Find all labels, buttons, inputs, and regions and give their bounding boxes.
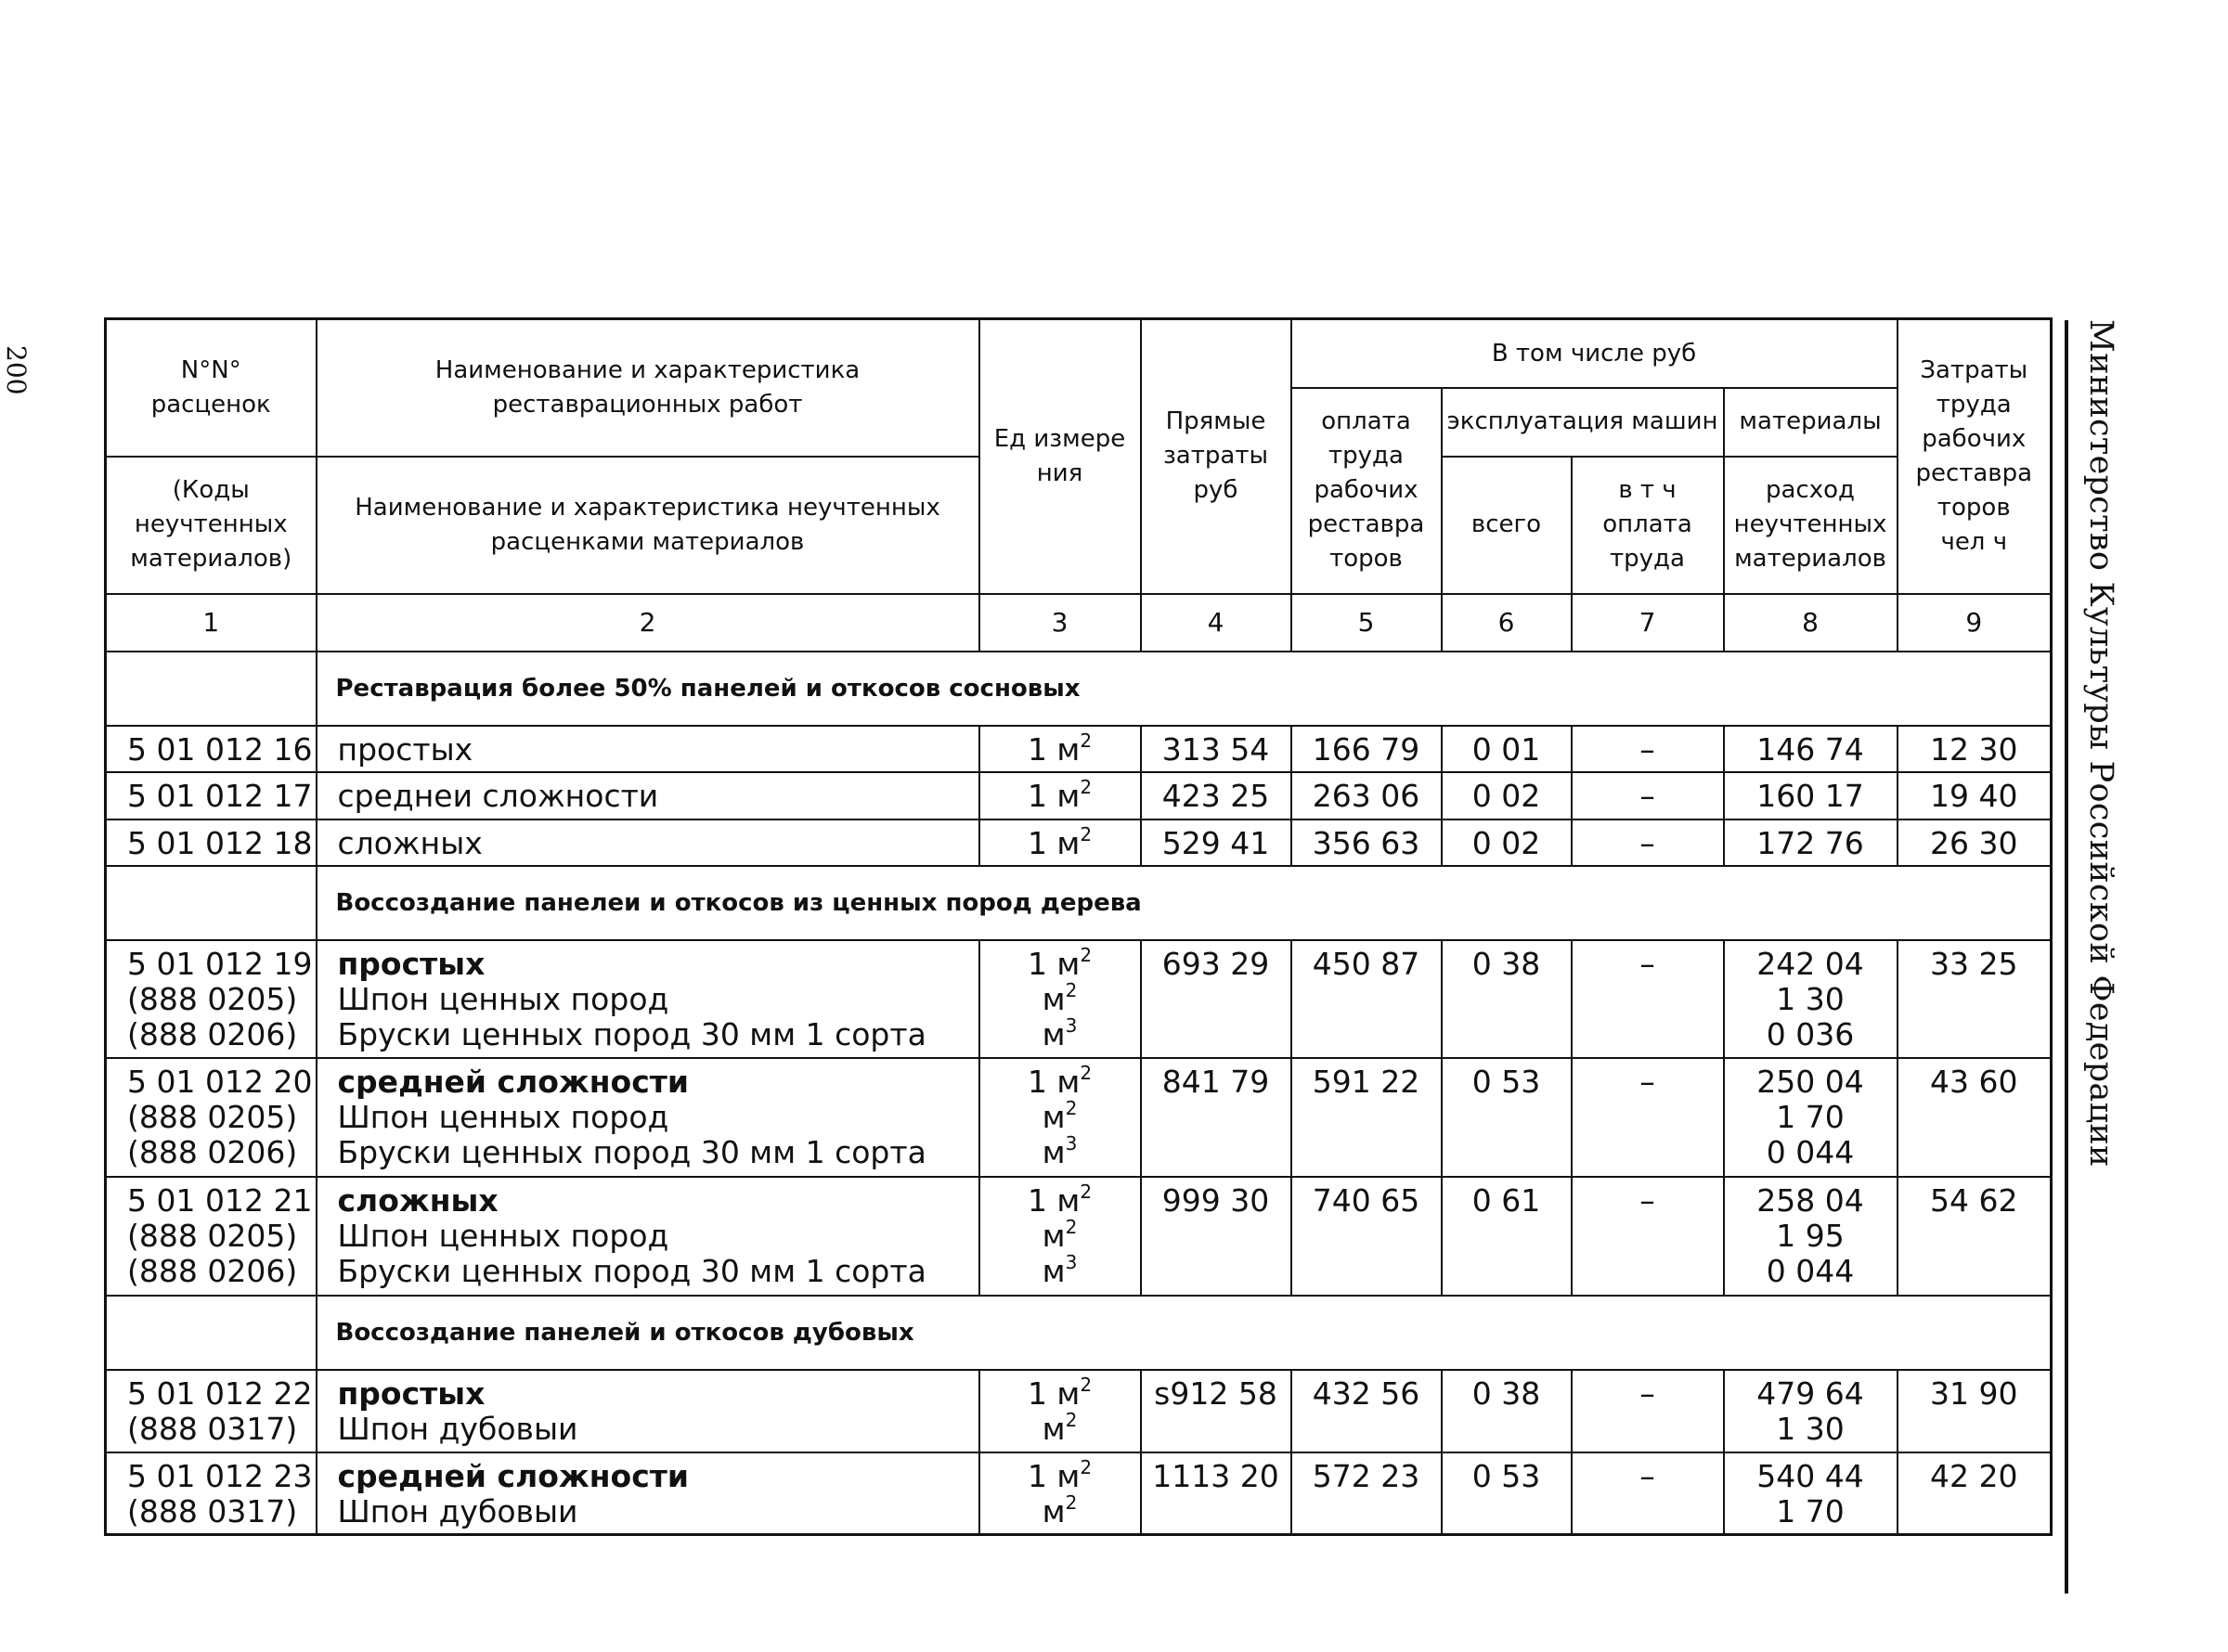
machine-labor-cell [1572, 1177, 1724, 1296]
cell-line: простых [337, 730, 473, 768]
cell-line: 313 54 [1161, 730, 1270, 768]
cell-line: 5 01 012 22 [127, 1375, 313, 1413]
materials-cell [1724, 772, 1898, 819]
unit-cell [979, 1370, 1141, 1452]
cell-line: 5 01 012 16 [127, 730, 313, 768]
unit-exponent: 3 [1065, 1251, 1078, 1274]
materials-cell [1724, 1452, 1898, 1535]
cell-line: простых [337, 1375, 486, 1413]
cell-line: Шпон ценных пород [337, 1099, 669, 1136]
cell-line: 540 44 [1756, 1457, 1864, 1494]
rate-code-cell [106, 1452, 317, 1535]
labor-hours-cell [1898, 1370, 2052, 1452]
cell-line: 160 17 [1756, 778, 1864, 815]
cell-line: 0 02 [1471, 824, 1541, 861]
labor-hours-cell [1898, 772, 2052, 819]
section-title: Воссоздание панелеи и откосов из ценных пород дерева [317, 866, 2052, 940]
direct-cost-cell [1141, 772, 1291, 819]
unit-line [980, 822, 1140, 861]
unit-exponent: 3 [1065, 1013, 1078, 1037]
unit-text: м [1042, 1218, 1066, 1255]
unit-text: 1 м [1027, 778, 1081, 815]
labor-pay-cell [1291, 1452, 1442, 1535]
machine-labor-cell [1572, 1452, 1724, 1535]
header-labor-pay: оплата труда рабочих реставра торов [1291, 388, 1442, 594]
cell-line: 42 20 [1930, 1457, 2018, 1494]
cell-line: 54 62 [1930, 1182, 2018, 1220]
cell-line: 0 53 [1471, 1457, 1541, 1494]
rate-code-cell [106, 940, 317, 1059]
unit-text: м [1042, 980, 1066, 1017]
labor-hours-cell [1898, 1452, 2052, 1535]
rate-code-cell [106, 772, 317, 819]
cell-line: 0 02 [1471, 778, 1541, 815]
direct-cost-cell [1141, 1058, 1291, 1177]
cell-line: Бруски ценных пород 30 мм 1 сорта [337, 1015, 926, 1052]
cell-line: – [1639, 730, 1655, 768]
section-row [106, 652, 2052, 726]
cell-line: 33 25 [1930, 945, 2018, 982]
unit-text: 1 м [1027, 1457, 1081, 1494]
cell-line: 12 30 [1930, 730, 2018, 768]
cell-line: 1 30 [1776, 1411, 1845, 1448]
cell-line: (888 0206) [127, 1015, 298, 1052]
unit-line [980, 776, 1140, 815]
direct-cost-cell [1141, 940, 1291, 1059]
column-number: 8 [1724, 594, 1898, 652]
unit-line [980, 1216, 1140, 1255]
machine-total-cell [1442, 820, 1572, 866]
materials-cell [1724, 820, 1898, 866]
cell-line: – [1639, 778, 1655, 815]
header-materials: материалы [1724, 388, 1898, 457]
header-unit: Ед измере ния [979, 319, 1141, 594]
rate-row [106, 1370, 2052, 1452]
rates-table [104, 317, 2053, 1536]
unit-exponent: 2 [1080, 822, 1093, 845]
column-number: 7 [1572, 594, 1724, 652]
machine-labor-cell [1572, 820, 1724, 866]
cell-line: – [1639, 1064, 1655, 1101]
labor-pay-cell [1291, 1370, 1442, 1452]
unit-text: 1 м [1027, 1064, 1081, 1101]
unit-line [980, 1183, 1140, 1219]
materials-cell [1724, 1370, 1898, 1452]
work-name-cell [317, 940, 979, 1059]
rate-code-cell [106, 1370, 317, 1452]
table-body [106, 319, 2052, 1535]
cell-line: 423 25 [1161, 778, 1270, 815]
cell-line: 5 01 012 23 [127, 1457, 313, 1494]
cell-line: 450 87 [1312, 945, 1420, 982]
rate-row [106, 1177, 2052, 1296]
header-machine-total: всего [1442, 457, 1572, 594]
cell-line: 0 53 [1471, 1064, 1541, 1101]
unit-text: м [1042, 1492, 1066, 1529]
unit-line [980, 1132, 1140, 1171]
section-row [106, 866, 2052, 940]
column-number-row [106, 594, 2052, 652]
unit-text: м [1042, 1015, 1066, 1052]
header-rule [2065, 320, 2068, 1594]
labor-pay-cell [1291, 772, 1442, 819]
unit-line [980, 1491, 1140, 1529]
page-number: 200 [1, 345, 32, 395]
cell-line: 0 036 [1766, 1015, 1855, 1052]
work-name-cell [317, 820, 979, 866]
machine-labor-cell [1572, 726, 1724, 772]
header-materials-consumption: расход неучтенных материалов [1724, 457, 1898, 594]
header-machine-labor: в т ч оплата труда [1572, 457, 1724, 594]
cell-line: (888 0317) [127, 1411, 298, 1448]
column-number: 1 [106, 594, 317, 652]
unit-line [980, 978, 1140, 1017]
section-empty-cell [106, 866, 317, 940]
cell-line: 1 95 [1776, 1218, 1845, 1255]
cell-line: 43 60 [1930, 1064, 2018, 1101]
cell-line: s912 58 [1154, 1375, 1277, 1413]
machine-labor-cell [1572, 1058, 1724, 1177]
machine-total-cell [1442, 1058, 1572, 1177]
column-number: 5 [1291, 594, 1442, 652]
unit-line [980, 1409, 1140, 1448]
machine-labor-cell [1572, 1370, 1724, 1452]
header-work-name: Наименование и характеристика реставрационных работ [317, 319, 979, 457]
cell-line: 172 76 [1756, 824, 1864, 861]
cell-line: простых [337, 945, 486, 982]
cell-line: 258 04 [1756, 1182, 1864, 1220]
cell-line: 999 30 [1161, 1182, 1270, 1220]
rate-code-cell [106, 1058, 317, 1177]
unit-line [980, 1455, 1140, 1494]
section-empty-cell [106, 1296, 317, 1370]
machine-total-cell [1442, 1177, 1572, 1296]
machine-total-cell [1442, 1370, 1572, 1452]
direct-cost-cell [1141, 1370, 1291, 1452]
work-name-cell [317, 1452, 979, 1535]
unit-cell [979, 772, 1141, 819]
labor-hours-cell [1898, 940, 2052, 1059]
cell-line: 591 22 [1312, 1064, 1420, 1101]
rate-row [106, 820, 2052, 866]
unit-text: 1 м [1027, 730, 1081, 768]
cell-line: 0 044 [1766, 1253, 1855, 1290]
cell-line: Шпон ценных пород [337, 1218, 669, 1255]
work-name-cell [317, 1370, 979, 1452]
unit-text: 1 м [1027, 824, 1081, 861]
cell-line: 572 23 [1312, 1457, 1420, 1494]
rate-code-cell [106, 726, 317, 772]
unit-text: м [1042, 1253, 1066, 1290]
cell-line: сложных [337, 1182, 499, 1220]
machine-total-cell [1442, 940, 1572, 1059]
unit-text: м [1042, 1134, 1066, 1171]
unit-exponent: 2 [1080, 943, 1093, 966]
machine-labor-cell [1572, 940, 1724, 1059]
rate-code-cell [106, 820, 317, 866]
unit-line [980, 1062, 1140, 1101]
cell-line: – [1639, 1375, 1655, 1413]
cell-line: 356 63 [1312, 824, 1420, 861]
unit-exponent: 2 [1080, 1455, 1093, 1478]
cell-line: 166 79 [1312, 730, 1420, 768]
cell-line: 19 40 [1930, 778, 2018, 815]
cell-line: 5 01 012 19 [127, 945, 313, 982]
cell-line: 0 044 [1766, 1134, 1855, 1171]
unit-exponent: 2 [1080, 776, 1093, 799]
direct-cost-cell [1141, 1452, 1291, 1535]
rate-row [106, 726, 2052, 772]
unit-exponent: 2 [1065, 1097, 1078, 1120]
cell-line: 0 01 [1471, 730, 1541, 768]
cell-line: сложных [337, 824, 483, 861]
unit-cell [979, 726, 1141, 772]
cell-line: 0 38 [1471, 1375, 1541, 1413]
labor-hours-cell [1898, 1177, 2052, 1296]
rate-row [106, 1058, 2052, 1177]
machine-labor-cell [1572, 772, 1724, 819]
labor-pay-cell [1291, 726, 1442, 772]
cell-line: 31 90 [1930, 1375, 2018, 1413]
header-labor-hours: Затраты труда рабочих реставра торов чел ч [1898, 319, 2052, 594]
unit-exponent: 3 [1065, 1132, 1078, 1155]
unit-exponent: 2 [1065, 978, 1078, 1001]
unit-exponent: 2 [1080, 1181, 1093, 1204]
labor-pay-cell [1291, 820, 1442, 866]
materials-cell [1724, 726, 1898, 772]
cell-line: 5 01 012 20 [127, 1064, 313, 1101]
rate-code-cell [106, 1177, 317, 1296]
cell-line: (888 0206) [127, 1253, 298, 1290]
labor-pay-cell [1291, 1058, 1442, 1177]
cell-line: Шпон дубовыи [337, 1492, 578, 1529]
unit-line [980, 1097, 1140, 1136]
cell-line: (888 0317) [127, 1492, 298, 1529]
cell-line: 263 06 [1312, 778, 1420, 815]
unit-line [980, 1251, 1140, 1290]
header-machine-operation: эксплуатация машин [1442, 388, 1724, 457]
materials-cell [1724, 1058, 1898, 1177]
cell-line: (888 0205) [127, 1218, 298, 1255]
cell-line: 479 64 [1756, 1375, 1864, 1413]
unit-cell [979, 820, 1141, 866]
cell-line: – [1639, 1457, 1655, 1494]
cell-line: – [1639, 1182, 1655, 1220]
cell-line: 1 30 [1776, 980, 1845, 1017]
cell-line: средней сложности [337, 1457, 690, 1494]
unit-text: 1 м [1027, 1375, 1081, 1413]
work-name-cell [317, 1058, 979, 1177]
unit-text: м [1042, 1411, 1066, 1448]
labor-hours-cell [1898, 820, 2052, 866]
header-codes-top: N°N° расценок [106, 319, 317, 457]
cell-line: 0 38 [1471, 945, 1541, 982]
labor-pay-cell [1291, 1177, 1442, 1296]
direct-cost-cell [1141, 726, 1291, 772]
work-name-cell [317, 772, 979, 819]
cell-line: среднеи сложности [337, 778, 659, 815]
cell-line: 5 01 012 21 [127, 1182, 313, 1220]
unit-cell [979, 1177, 1141, 1296]
header-codes-bottom: (Коды неучтенных материалов) [106, 457, 317, 594]
unit-cell [979, 940, 1141, 1059]
cell-line: 0 61 [1471, 1182, 1541, 1220]
unit-exponent: 2 [1080, 729, 1093, 752]
header-direct-costs: Прямые затраты руб [1141, 319, 1291, 594]
unit-line [980, 943, 1140, 982]
cell-line: 529 41 [1161, 824, 1270, 861]
unit-exponent: 2 [1065, 1491, 1078, 1514]
materials-cell [1724, 940, 1898, 1059]
unit-exponent: 2 [1080, 1062, 1093, 1085]
cell-line: 26 30 [1930, 824, 2018, 861]
cell-line: 242 04 [1756, 945, 1864, 982]
cell-line: Бруски ценных пород 30 мм 1 сорта [337, 1253, 926, 1290]
section-empty-cell [106, 652, 317, 726]
machine-total-cell [1442, 1452, 1572, 1535]
cell-line: 1113 20 [1152, 1457, 1279, 1494]
cell-line: 5 01 012 18 [127, 824, 313, 861]
header-row-1 [106, 319, 2052, 389]
labor-hours-cell [1898, 1058, 2052, 1177]
unit-line [980, 729, 1140, 768]
unit-text: 1 м [1027, 1182, 1081, 1220]
column-number: 3 [979, 594, 1141, 652]
unit-exponent: 2 [1065, 1409, 1078, 1432]
unit-exponent: 2 [1065, 1216, 1078, 1239]
header-including-group: В том числе руб [1291, 319, 1898, 389]
machine-total-cell [1442, 772, 1572, 819]
unit-text: м [1042, 1099, 1066, 1136]
cell-line: средней сложности [337, 1064, 690, 1101]
unit-exponent: 2 [1080, 1374, 1093, 1397]
rate-row [106, 1452, 2052, 1535]
rate-row [106, 940, 2052, 1059]
cell-line: 146 74 [1756, 730, 1864, 768]
cell-line: 1 70 [1776, 1492, 1845, 1529]
work-name-cell [317, 1177, 979, 1296]
direct-cost-cell [1141, 1177, 1291, 1296]
unit-cell [979, 1058, 1141, 1177]
header-materials-name: Наименование и характеристика неучтенных расценками материалов [317, 457, 979, 594]
cell-line: (888 0206) [127, 1134, 298, 1171]
labor-hours-cell [1898, 726, 2052, 772]
machine-total-cell [1442, 726, 1572, 772]
work-name-cell [317, 726, 979, 772]
materials-cell [1724, 1177, 1898, 1296]
cell-line: (888 0205) [127, 1099, 298, 1136]
unit-cell [979, 1452, 1141, 1535]
cell-line: – [1639, 945, 1655, 982]
cell-line: 432 56 [1312, 1375, 1420, 1413]
column-number: 4 [1141, 594, 1291, 652]
cell-line: Шпон ценных пород [337, 980, 669, 1017]
section-title: Реставрация более 50% панелей и откосов сосновых [317, 652, 2052, 726]
section-title: Воссоздание панелей и откосов дубовых [317, 1296, 2052, 1370]
unit-text: 1 м [1027, 945, 1081, 982]
cell-line: 740 65 [1312, 1182, 1420, 1220]
cell-line: 1 70 [1776, 1099, 1845, 1136]
cell-line: 250 04 [1756, 1064, 1864, 1101]
cell-line: – [1639, 824, 1655, 861]
labor-pay-cell [1291, 940, 1442, 1059]
cell-line: 841 79 [1161, 1064, 1270, 1101]
cell-line: Бруски ценных пород 30 мм 1 сорта [337, 1134, 926, 1171]
cell-line: 5 01 012 17 [127, 778, 313, 815]
column-number: 9 [1898, 594, 2052, 652]
direct-cost-cell [1141, 820, 1291, 866]
running-header-title: Министерство Культуры Российской Федерации [2082, 319, 2119, 1168]
cell-line: Шпон дубовыи [337, 1411, 578, 1448]
column-number: 2 [317, 594, 979, 652]
cell-line: (888 0205) [127, 980, 298, 1017]
section-row [106, 1296, 2052, 1370]
unit-line [980, 1376, 1140, 1412]
unit-line [980, 1013, 1140, 1052]
cell-line: 693 29 [1161, 945, 1270, 982]
rate-row [106, 772, 2052, 819]
column-number: 6 [1442, 594, 1572, 652]
